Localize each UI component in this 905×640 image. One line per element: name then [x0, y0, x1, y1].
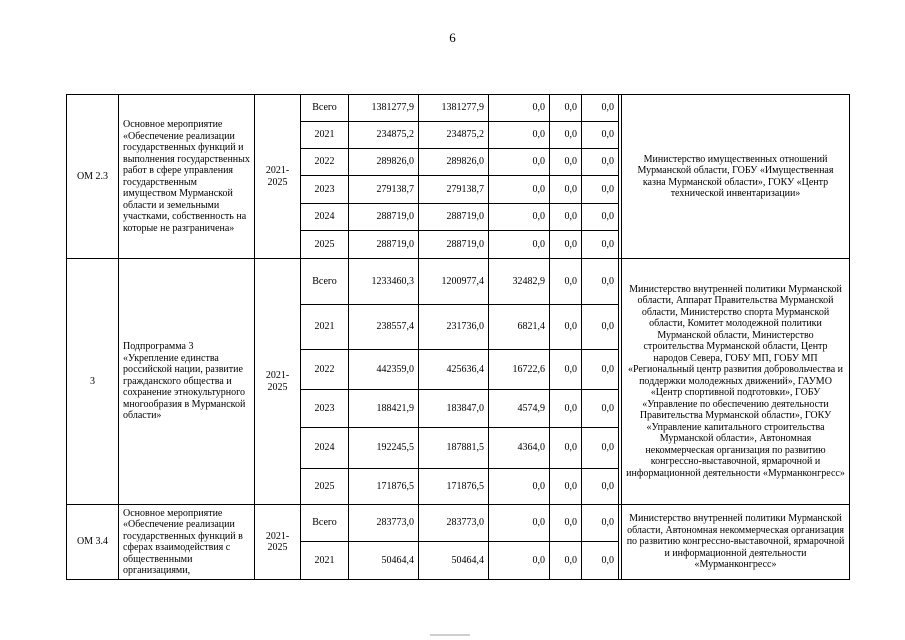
amount-5: 0,0 [582, 542, 619, 580]
year-cell: 2023 [301, 176, 349, 204]
row-name: Подпрограмма 3 «Укрепление единства российской нации, развитие гражданского общества и сохранение этнокультурного многообразия в Мурманской области» [119, 259, 255, 505]
row-period: 2021-2025 [255, 505, 301, 580]
row-name: Основное мероприятие «Обеспечение реализации государственных функций в сферах взаимодействия с общественными организациями, [119, 505, 255, 580]
amount-5: 0,0 [582, 231, 619, 259]
bottom-mark [430, 634, 470, 636]
amount-2: 50464,4 [419, 542, 489, 580]
amount-3: 0,0 [489, 204, 550, 231]
row-period: 2021-2025 [255, 95, 301, 259]
amount-4: 0,0 [550, 204, 582, 231]
amount-3: 4574,9 [489, 390, 550, 428]
amount-2: 283773,0 [419, 505, 489, 542]
amount-5: 0,0 [582, 505, 619, 542]
page-number: 6 [449, 30, 456, 45]
year-cell: 2024 [301, 428, 349, 469]
amount-5: 0,0 [582, 350, 619, 390]
amount-3: 0,0 [489, 149, 550, 176]
amount-4: 0,0 [550, 542, 582, 580]
year-cell: 2023 [301, 390, 349, 428]
amount-total: 288719,0 [349, 204, 419, 231]
amount-total: 289826,0 [349, 149, 419, 176]
year-cell: 2022 [301, 350, 349, 390]
amount-5: 0,0 [582, 390, 619, 428]
year-cell: 2021 [301, 542, 349, 580]
amount-4: 0,0 [550, 95, 582, 122]
amount-5: 0,0 [582, 149, 619, 176]
amount-4: 0,0 [550, 305, 582, 350]
budget-table [66, 94, 850, 580]
year-cell: 2025 [301, 469, 349, 505]
amount-5: 0,0 [582, 122, 619, 149]
amount-3: 6821,4 [489, 305, 550, 350]
table-body [67, 95, 850, 580]
amount-5: 0,0 [582, 305, 619, 350]
amount-total: 288719,0 [349, 231, 419, 259]
amount-total: 171876,5 [349, 469, 419, 505]
year-cell: 2025 [301, 231, 349, 259]
amount-2: 171876,5 [419, 469, 489, 505]
amount-4: 0,0 [550, 231, 582, 259]
row-executor: Министерство внутренней политики Мурманской области, Автономная некоммерческая организация по развитию конгрессно-выставочной, ярмарочной и информационной деятельности «Мурманконгресс» [622, 505, 850, 580]
amount-total: 283773,0 [349, 505, 419, 542]
amount-total: 192245,5 [349, 428, 419, 469]
amount-4: 0,0 [550, 469, 582, 505]
amount-5: 0,0 [582, 469, 619, 505]
table-row [67, 259, 850, 305]
amount-total: 279138,7 [349, 176, 419, 204]
amount-3: 0,0 [489, 505, 550, 542]
row-code: 3 [67, 259, 119, 505]
amount-5: 0,0 [582, 259, 619, 305]
row-executor: Министерство имущественных отношений Мурманской области, ГОБУ «Имущественная казна Мурманской области», ГОКУ «Центр технической инвентаризации» [622, 95, 850, 259]
amount-2: 234875,2 [419, 122, 489, 149]
amount-5: 0,0 [582, 428, 619, 469]
amount-2: 183847,0 [419, 390, 489, 428]
year-cell: Всего [301, 95, 349, 122]
table-row [67, 95, 850, 122]
amount-4: 0,0 [550, 259, 582, 305]
amount-total: 188421,9 [349, 390, 419, 428]
row-code: ОМ 2.3 [67, 95, 119, 259]
amount-2: 289826,0 [419, 149, 489, 176]
row-period: 2021-2025 [255, 259, 301, 505]
row-name: Основное мероприятие «Обеспечение реализации государственных функций и выполнения государственных работ в сфере управления государственным имуществом Мурманской области и земельными участками, собственность на которые не разграничена» [119, 95, 255, 259]
amount-5: 0,0 [582, 176, 619, 204]
amount-2: 288719,0 [419, 204, 489, 231]
amount-total: 1381277,9 [349, 95, 419, 122]
amount-4: 0,0 [550, 505, 582, 542]
amount-total: 234875,2 [349, 122, 419, 149]
amount-3: 16722,6 [489, 350, 550, 390]
amount-4: 0,0 [550, 176, 582, 204]
amount-4: 0,0 [550, 428, 582, 469]
amount-total: 238557,4 [349, 305, 419, 350]
amount-3: 0,0 [489, 542, 550, 580]
amount-2: 425636,4 [419, 350, 489, 390]
amount-3: 0,0 [489, 231, 550, 259]
amount-2: 288719,0 [419, 231, 489, 259]
year-cell: 2024 [301, 204, 349, 231]
amount-3: 32482,9 [489, 259, 550, 305]
amount-2: 279138,7 [419, 176, 489, 204]
year-cell: Всего [301, 259, 349, 305]
amount-3: 0,0 [489, 95, 550, 122]
row-executor: Министерство внутренней политики Мурманской области, Аппарат Правительства Мурманской области, Министерство спорта Мурманской области, Комитет молодежной политики Мурманской области, Министерство строительства Мурманской области, Центр народов Севера, ГОБУ МП, ГОБУ МП «Региональный центр развития добровольчества и поддержки молодежных движений», ГАУМО «Центр спортивной подготовки», ГОБУ «Управление по обеспечению деятельности Правительства Мурманской области», ГОКУ «Управление капитального строительства Мурманской области», Автономная некоммерческая организация по развитию конгрессно-выставочной, ярмарочной и информационной деятельности «Мурманконгресс» [622, 259, 850, 505]
amount-3: 0,0 [489, 122, 550, 149]
amount-3: 0,0 [489, 176, 550, 204]
amount-4: 0,0 [550, 149, 582, 176]
amount-total: 1233460,3 [349, 259, 419, 305]
amount-4: 0,0 [550, 350, 582, 390]
amount-3: 0,0 [489, 469, 550, 505]
amount-2: 231736,0 [419, 305, 489, 350]
table-row [67, 505, 850, 542]
amount-3: 4364,0 [489, 428, 550, 469]
row-code: ОМ 3.4 [67, 505, 119, 580]
amount-2: 1200977,4 [419, 259, 489, 305]
amount-5: 0,0 [582, 204, 619, 231]
amount-4: 0,0 [550, 122, 582, 149]
amount-2: 187881,5 [419, 428, 489, 469]
amount-total: 50464,4 [349, 542, 419, 580]
year-cell: 2021 [301, 122, 349, 149]
amount-2: 1381277,9 [419, 95, 489, 122]
amount-total: 442359,0 [349, 350, 419, 390]
year-cell: 2022 [301, 149, 349, 176]
year-cell: 2021 [301, 305, 349, 350]
amount-5: 0,0 [582, 95, 619, 122]
amount-4: 0,0 [550, 390, 582, 428]
year-cell: Всего [301, 505, 349, 542]
